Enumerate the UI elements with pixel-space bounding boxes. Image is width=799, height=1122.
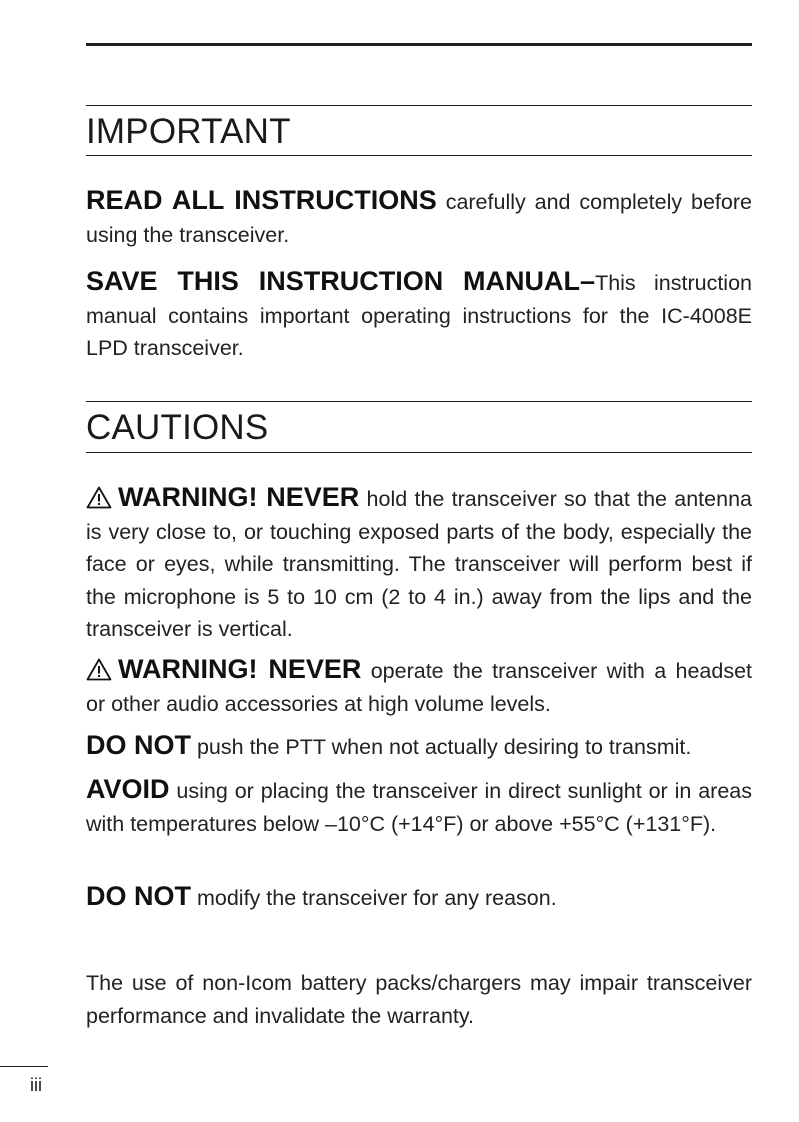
avoid-sunlight-paragraph <box>86 773 752 840</box>
warning-triangle-icon <box>86 486 112 509</box>
read-instructions-lead: READ ALL INSTRUCTIONS <box>86 185 437 215</box>
save-manual-text: This instruction manual contains important operating instructions for the IC-4008E LPD transceiver. <box>86 271 752 360</box>
ptt-lead: DO NOT <box>86 730 191 760</box>
do-not-modify-lead: DO NOT <box>86 881 191 911</box>
warning-antenna-text: hold the transceiver so that the antenna is very close to, or touching exposed parts of the body, especially the face or eyes, while transmitting. The transceiver will perform best if the microphone is 5 to 10 cm (2 to 4 in.) away from the lips and the transceiver is vertical. <box>86 487 752 641</box>
avoid-sunlight-text: using or placing the transceiver in direct sunlight or in areas with temperatures below –10°C (+14°F) or above +55°C (+131°F). <box>86 779 752 836</box>
avoid-sunlight-lead: AVOID <box>86 774 170 804</box>
cautions-heading-bottom-rule <box>86 452 752 453</box>
warning-antenna-lead: WARNING! NEVER <box>118 482 360 512</box>
read-instructions-paragraph <box>86 184 752 251</box>
ptt-paragraph <box>86 729 752 764</box>
top-rule <box>86 43 752 46</box>
cautions-heading: CAUTIONS <box>86 408 269 447</box>
warning-headset-paragraph <box>86 653 752 720</box>
warning-triangle-icon <box>86 658 112 681</box>
important-heading-bottom-rule <box>86 155 752 156</box>
ptt-text: push the PTT when not actually desiring to transmit. <box>191 735 692 759</box>
battery-footnote: The use of non-Icom battery packs/chargers may impair transceiver performance and invalidate the warranty. <box>86 971 752 1028</box>
read-instructions-text: carefully and completely before using the transceiver. <box>86 190 752 247</box>
important-heading: IMPORTANT <box>86 112 291 151</box>
warning-headset-lead: WARNING! NEVER <box>118 654 362 684</box>
do-not-modify-text: modify the transceiver for any reason. <box>191 886 557 910</box>
important-heading-top-rule <box>86 105 752 106</box>
save-manual-paragraph <box>86 265 752 365</box>
save-manual-lead: SAVE THIS INSTRUCTION MANUAL– <box>86 266 596 296</box>
page-number: iii <box>30 1075 42 1095</box>
page-number-rule <box>0 1066 48 1067</box>
warning-antenna-paragraph <box>86 481 752 646</box>
cautions-heading-top-rule <box>86 401 752 402</box>
do-not-modify-paragraph <box>86 880 752 915</box>
warning-headset-text: operate the transceiver with a headset or other audio accessories at high volume levels. <box>86 659 753 716</box>
